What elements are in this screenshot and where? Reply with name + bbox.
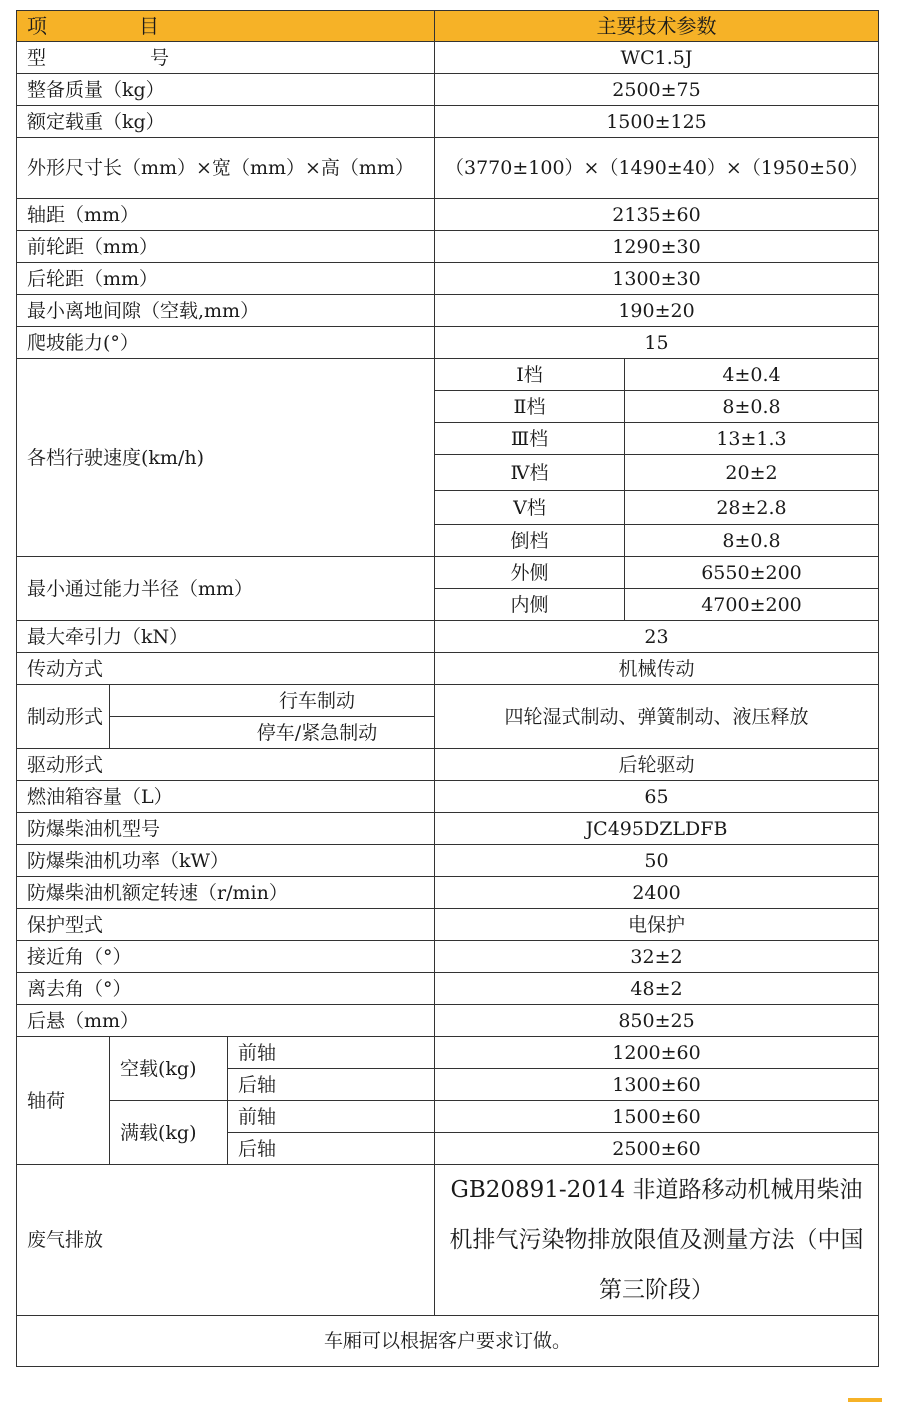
table-row bbox=[17, 909, 879, 941]
table-row bbox=[17, 973, 879, 1005]
row-value: 50 bbox=[435, 845, 879, 877]
row-value: 32±2 bbox=[435, 941, 879, 973]
row-value: 15 bbox=[435, 327, 879, 359]
table-row bbox=[17, 42, 879, 74]
brake-parking: 停车/紧急制动 bbox=[110, 717, 435, 749]
row-label bbox=[17, 42, 435, 74]
gear-name: Ⅲ档 bbox=[435, 423, 625, 455]
row-label: 最小离地间隙（空载,mm） bbox=[17, 295, 435, 327]
table-row bbox=[17, 749, 879, 781]
row-label: 驱动形式 bbox=[17, 749, 435, 781]
table-row bbox=[17, 621, 879, 653]
table-row bbox=[17, 106, 879, 138]
emission-value: GB20891-2014 非道路移动机械用柴油机排气污染物排放限值及测量方法（中国第三阶段） bbox=[435, 1165, 879, 1316]
table-row bbox=[17, 1037, 879, 1069]
gear-speed: 13±1.3 bbox=[625, 423, 879, 455]
header-item-cell bbox=[17, 11, 435, 42]
row-label: 外形尺寸长（mm）×宽（mm）×高（mm） bbox=[17, 138, 435, 199]
gear-speed: 20±2 bbox=[625, 455, 879, 491]
row-label: 传动方式 bbox=[17, 653, 435, 685]
row-value: 1290±30 bbox=[435, 231, 879, 263]
table-row bbox=[17, 877, 879, 909]
gear-name: Ⅴ档 bbox=[435, 491, 625, 525]
row-label: 前轮距（mm） bbox=[17, 231, 435, 263]
turning-inner-label: 内侧 bbox=[435, 589, 625, 621]
table-row bbox=[17, 359, 879, 391]
row-value: 2500±75 bbox=[435, 74, 879, 106]
note-text: 车厢可以根据客户要求订做。 bbox=[17, 1316, 879, 1367]
footer-accent-bar bbox=[848, 1398, 882, 1402]
table-row bbox=[17, 263, 879, 295]
row-value: 65 bbox=[435, 781, 879, 813]
table-row bbox=[17, 941, 879, 973]
row-label: 后悬（mm） bbox=[17, 1005, 435, 1037]
table-row bbox=[17, 813, 879, 845]
table-row bbox=[17, 685, 879, 717]
axle-full-front-value: 1500±60 bbox=[435, 1101, 879, 1133]
row-value: 850±25 bbox=[435, 1005, 879, 1037]
gear-speed: 4±0.4 bbox=[625, 359, 879, 391]
table-row bbox=[17, 653, 879, 685]
gear-speed: 8±0.8 bbox=[625, 391, 879, 423]
row-value: 48±2 bbox=[435, 973, 879, 1005]
gear-name: Ⅱ档 bbox=[435, 391, 625, 423]
header-row bbox=[17, 11, 879, 42]
axle-rear-label: 后轴 bbox=[228, 1133, 435, 1165]
row-label: 燃油箱容量（L） bbox=[17, 781, 435, 813]
row-value: 2400 bbox=[435, 877, 879, 909]
table-row bbox=[17, 781, 879, 813]
table-row bbox=[17, 199, 879, 231]
row-label: 防爆柴油机型号 bbox=[17, 813, 435, 845]
table-row bbox=[17, 845, 879, 877]
turning-label: 最小通过能力半径（mm） bbox=[17, 557, 435, 621]
gear-name: 倒档 bbox=[435, 525, 625, 557]
note-row bbox=[17, 1316, 879, 1367]
row-value: 2135±60 bbox=[435, 199, 879, 231]
axle-empty-label: 空载(kg) bbox=[110, 1037, 228, 1101]
row-value: 1300±30 bbox=[435, 263, 879, 295]
row-value: 后轮驱动 bbox=[435, 749, 879, 781]
axle-rear-label: 后轴 bbox=[228, 1069, 435, 1101]
header-item-b: 目 bbox=[139, 14, 159, 38]
row-label: 最大牵引力（kN） bbox=[17, 621, 435, 653]
spec-table bbox=[16, 10, 879, 1367]
row-value: 23 bbox=[435, 621, 879, 653]
table-row bbox=[17, 327, 879, 359]
row-value: 190±20 bbox=[435, 295, 879, 327]
gear-name: Ⅳ档 bbox=[435, 455, 625, 491]
row-label: 接近角（°） bbox=[17, 941, 435, 973]
table-row bbox=[17, 138, 879, 199]
row-label: 保护型式 bbox=[17, 909, 435, 941]
row-label: 轴距（mm） bbox=[17, 199, 435, 231]
row-label: 后轮距（mm） bbox=[17, 263, 435, 295]
emission-label: 废气排放 bbox=[17, 1165, 435, 1316]
header-param-cell: 主要技术参数 bbox=[435, 11, 879, 42]
turning-inner-value: 4700±200 bbox=[625, 589, 879, 621]
row-value: （3770±100）×（1490±40）×（1950±50） bbox=[435, 138, 879, 199]
brake-service: 行车制动 bbox=[110, 685, 435, 717]
axle-empty-front-value: 1200±60 bbox=[435, 1037, 879, 1069]
table-row bbox=[17, 1101, 879, 1133]
model-label-a: 型 bbox=[27, 46, 47, 69]
row-value: 1500±125 bbox=[435, 106, 879, 138]
row-value: 机械传动 bbox=[435, 653, 879, 685]
gear-name: Ⅰ档 bbox=[435, 359, 625, 391]
row-label: 防爆柴油机额定转速（r/min） bbox=[17, 877, 435, 909]
speed-label: 各档行驶速度(km/h) bbox=[17, 359, 435, 557]
axle-load-label: 轴荷 bbox=[17, 1037, 110, 1165]
row-label: 离去角（°） bbox=[17, 973, 435, 1005]
row-value: 电保护 bbox=[435, 909, 879, 941]
brake-label: 制动形式 bbox=[17, 685, 110, 749]
table-row bbox=[17, 74, 879, 106]
axle-front-label: 前轴 bbox=[228, 1037, 435, 1069]
row-value: WC1.5J bbox=[435, 42, 879, 74]
axle-empty-rear-value: 1300±60 bbox=[435, 1069, 879, 1101]
table-row bbox=[17, 1005, 879, 1037]
header-item-a: 项 bbox=[27, 14, 47, 38]
table-row bbox=[17, 1165, 879, 1316]
table-row bbox=[17, 295, 879, 327]
axle-full-rear-value: 2500±60 bbox=[435, 1133, 879, 1165]
turning-outer-label: 外侧 bbox=[435, 557, 625, 589]
axle-front-label: 前轴 bbox=[228, 1101, 435, 1133]
row-label: 整备质量（kg） bbox=[17, 74, 435, 106]
axle-full-label: 满载(kg) bbox=[110, 1101, 228, 1165]
model-label-b: 号 bbox=[150, 46, 170, 69]
gear-speed: 8±0.8 bbox=[625, 525, 879, 557]
gear-speed: 28±2.8 bbox=[625, 491, 879, 525]
row-value: JC495DZLDFB bbox=[435, 813, 879, 845]
table-row bbox=[17, 231, 879, 263]
turning-outer-value: 6550±200 bbox=[625, 557, 879, 589]
table-row bbox=[17, 557, 879, 589]
row-label: 爬坡能力(°） bbox=[17, 327, 435, 359]
row-label: 额定载重（kg） bbox=[17, 106, 435, 138]
row-label: 防爆柴油机功率（kW） bbox=[17, 845, 435, 877]
brake-value: 四轮湿式制动、弹簧制动、液压释放 bbox=[435, 685, 879, 749]
